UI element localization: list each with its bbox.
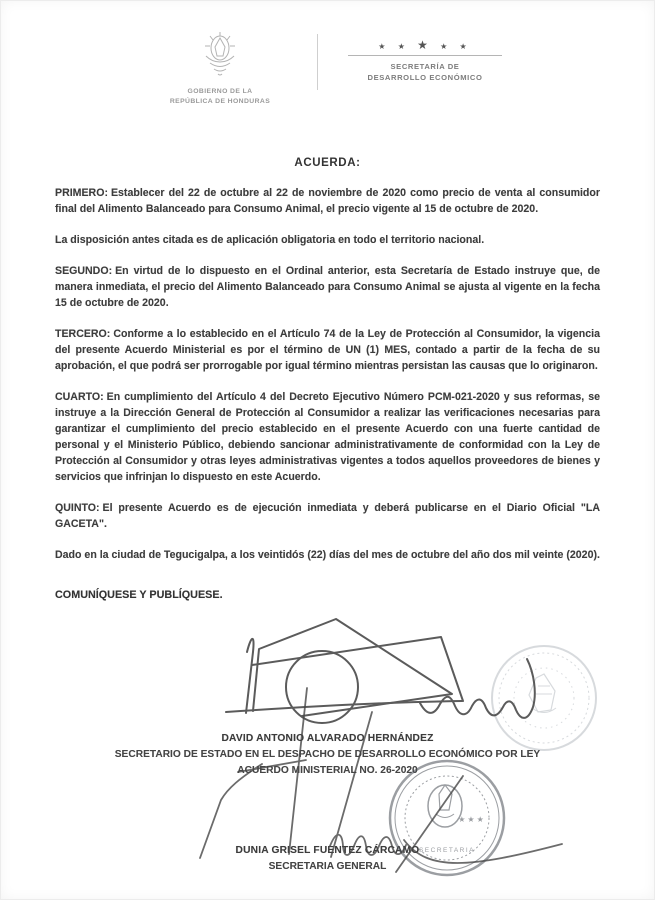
- stars-rule: [348, 55, 502, 56]
- stars-icon: ★ ★ ★ ★ ★: [378, 38, 472, 52]
- comuniquese-line: COMUNÍQUESE Y PUBLÍQUESE.: [55, 589, 223, 602]
- signer-block-1: [0, 731, 655, 779]
- article-text: En cumplimiento del Artículo 4 del Decreto Ejecutivo Número PCM-021-2020 y sus reformas, se instruye a la Dirección General de Protección al Consumidor a realizar las verificaciones necesarias para garantizar el cumplimiento del precio establecido en el presente Acuerdo con una fuerte cantidad de personal y el Ministerio Público, debiendo sancionar administrativamente de conformidad con la Ley de Protección al Consumidor y otras leyes administrativas vigentes a todos aquellos proveedores de bienes y servicios que infrinjan lo dispuesto en este Acuerdo.: [55, 391, 600, 484]
- article-tercero: [55, 326, 600, 374]
- article-label: CUARTO:: [55, 391, 104, 404]
- article-label: PRIMERO:: [55, 187, 108, 200]
- document-header: [0, 0, 655, 107]
- article-text: Conforme a lo establecido en el Artículo 74 de la Ley de Protección al Consumidor, la vigencia del presente Acuerdo Ministerial es por el término de UN (1) MES, contado a partir de la fecha de su aprobación, el que podrá ser prorrogable por igual término mientras persistan las causas que lo originaron.: [55, 328, 600, 373]
- gov-caption-line2: REPÚBLICA DE HONDURAS: [169, 98, 271, 106]
- coat-of-arms-icon: [192, 69, 248, 86]
- article-text: El presente Acuerdo es de ejecución inmediata y deberá publicarse en el Diario Oficial "LA GACETA".: [55, 502, 600, 531]
- article-primero: [55, 185, 600, 217]
- header-divider: [317, 34, 318, 90]
- signer2-title: SECRETARIA GENERAL: [268, 861, 387, 872]
- article-text: Establecer del 22 de octubre al 22 de noviembre de 2020 como precio de venta al consumidor final del Alimento Balanceado para Consumo Animal, el precio vigente al 15 de octubre de 2020.: [55, 187, 600, 216]
- secretaria-line2: DESARROLLO ECONÓMICO: [367, 73, 483, 83]
- signer-block-2: [0, 843, 655, 875]
- signer1-title: SECRETARIO DE ESTADO EN EL DESPACHO DE DESARROLLO ECONÓMICO POR LEY: [114, 749, 541, 760]
- paragraph-dado: Dado en la ciudad de Tegucigalpa, a los veintidós (22) días del mes de octubre del año dos mil veinte (2020).: [55, 549, 600, 562]
- article-label: QUINTO:: [55, 502, 100, 515]
- article-label: TERCERO:: [55, 328, 111, 341]
- stamp-text: SECRETARIA: [418, 847, 476, 854]
- paragraph-disposicion: [55, 232, 600, 248]
- article-label: SEGUNDO:: [55, 265, 113, 278]
- secretaria-line1: SECRETARÍA DE: [390, 62, 460, 71]
- document-title: ACUERDA:: [294, 157, 361, 170]
- stamp-stars: ★★★: [458, 815, 486, 824]
- document-body: [0, 157, 655, 601]
- signer1-name: DAVID ANTONIO ALVARADO HERNÁNDEZ: [221, 733, 434, 744]
- signer2-name: DUNIA GRISEL FUENTEZ CÁRCAMO: [235, 845, 420, 856]
- signer1-acuerdo-number: ACUERDO MINISTERIAL NO. 26-2020: [237, 765, 418, 776]
- government-logo-block: [145, 30, 295, 107]
- article-quinto: [55, 500, 600, 532]
- article-cuarto: [55, 389, 600, 485]
- gov-caption-line1: GOBIERNO DE LA: [187, 88, 253, 95]
- secretaria-block: [340, 30, 510, 84]
- article-text: La disposición antes citada es de aplicación obligatoria en todo el territorio nacional.: [55, 234, 485, 247]
- signature-scribble-1: [226, 619, 535, 723]
- article-segundo: [55, 263, 600, 311]
- article-text: En virtud de lo dispuesto en el Ordinal anterior, esta Secretaría de Estado instruye que, de manera inmediata, el precio del Alimento Balanceado para Consumo Animal se ajusta al vigente en la fecha 15 de octubre de 2020.: [55, 265, 600, 310]
